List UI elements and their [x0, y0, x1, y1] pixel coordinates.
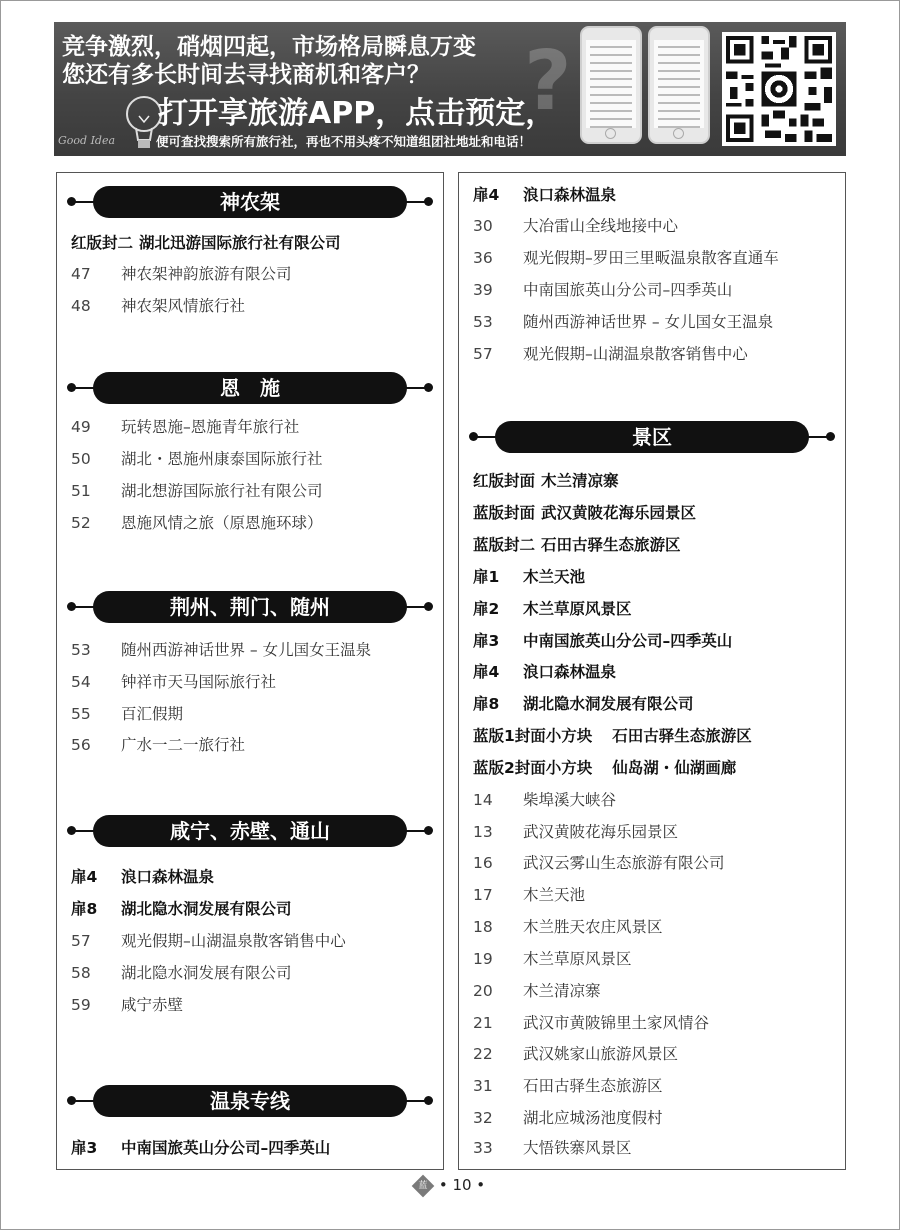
list-item[interactable]: 19 木兰草原风景区	[473, 950, 632, 968]
list-item[interactable]: 蓝版2封面小方块 仙岛湖・仙湖画廊	[473, 759, 737, 777]
section-title: 神农架	[93, 186, 407, 218]
section-header-xianning	[57, 815, 443, 847]
banner-subline: 便可查找搜索所有旅行社，再也不用头疼不知道组团社地址和电话！	[156, 134, 532, 149]
section-header-jingzhou	[57, 591, 443, 623]
list-item[interactable]: 扉8 湖北隐水洞发展有限公司	[71, 900, 292, 918]
phone-mockup-1	[580, 26, 642, 144]
question-mark-graphic: ?	[524, 34, 572, 129]
list-item[interactable]: 20 木兰清凉寨	[473, 982, 601, 1000]
list-item[interactable]: 56 广水一二一旅行社	[71, 736, 246, 754]
list-item[interactable]: 51 湖北想游国际旅行社有限公司	[71, 482, 323, 500]
list-item[interactable]: 16 武汉云雾山生态旅游有限公司	[473, 854, 725, 872]
list-item[interactable]: 扉1 木兰天池	[473, 568, 586, 586]
list-item[interactable]: 33 大悟铁寨风景区	[473, 1139, 632, 1157]
list-item[interactable]: 39 中南国旅英山分公司–四季英山	[473, 281, 733, 299]
good-idea-caption: Good Idea	[58, 134, 116, 147]
list-item[interactable]: 49 玩转恩施–恩施青年旅行社	[71, 418, 300, 436]
list-item[interactable]: 扉8 湖北隐水洞发展有限公司	[473, 695, 694, 713]
section-title: 景区	[495, 421, 809, 453]
list-item[interactable]: 17 木兰天池	[473, 886, 586, 904]
section-title: 温泉专线	[93, 1085, 407, 1117]
list-item[interactable]: 58 湖北隐水洞发展有限公司	[71, 964, 292, 982]
section-title: 荆州、荆门、随州	[93, 591, 407, 623]
banner-headline-1: 竞争激烈，硝烟四起，市场格局瞬息万变	[62, 34, 476, 60]
list-item[interactable]: 52 恩施风情之旅（原恩施环球）	[71, 514, 323, 532]
page-number: • 10 •	[438, 1176, 486, 1194]
section-title: 恩 施	[93, 372, 407, 404]
banner-headline-2: 您还有多长时间去寻找商机和客户？	[62, 62, 430, 88]
right-column	[458, 172, 846, 1170]
list-item[interactable]: 蓝版1封面小方块 石田古驿生态旅游区	[473, 727, 752, 745]
list-item[interactable]: 57 观光假期–山湖温泉散客销售中心	[473, 345, 748, 363]
list-item[interactable]: 红版封面 木兰清凉寨	[473, 472, 619, 490]
phone-mockup-2	[648, 26, 710, 144]
list-item[interactable]: 蓝版封面 武汉黄陂花海乐园景区	[473, 504, 697, 522]
list-item[interactable]: 30 大冶雷山全线地接中心	[473, 217, 679, 235]
list-item[interactable]: 扉2 木兰草原风景区	[473, 600, 632, 618]
section-header-enshi	[57, 372, 443, 404]
section-header-scenic	[459, 421, 845, 453]
app-promo-banner[interactable]	[54, 22, 846, 156]
list-item[interactable]: 50 湖北・恩施州康泰国际旅行社	[71, 450, 323, 468]
edition-badge-icon: 蓝	[412, 1174, 435, 1197]
list-item[interactable]: 18 木兰胜天农庄风景区	[473, 918, 663, 936]
list-item[interactable]: 扉4 浪口森林温泉	[473, 186, 617, 204]
list-item[interactable]: 22 武汉姚家山旅游风景区	[473, 1045, 679, 1063]
list-item[interactable]: 54 钟祥市天马国际旅行社	[71, 673, 277, 691]
list-item[interactable]: 31 石田古驿生态旅游区	[473, 1077, 663, 1095]
list-item[interactable]: 扉3 中南国旅英山分公司–四季英山	[71, 1139, 331, 1157]
page-footer	[0, 1176, 900, 1194]
list-item[interactable]: 扉4 浪口森林温泉	[473, 663, 617, 681]
list-item[interactable]: 53 随州西游神话世界 – 女儿国女王温泉	[473, 313, 774, 331]
list-item[interactable]: 21 武汉市黄陂锦里土家风情谷	[473, 1014, 710, 1032]
list-item[interactable]: 36 观光假期–罗田三里畈温泉散客直通车	[473, 249, 779, 267]
list-item[interactable]: 48 神农架风情旅行社	[71, 297, 246, 315]
list-item[interactable]: 蓝版封二 石田古驿生态旅游区	[473, 536, 681, 554]
list-item[interactable]: 13 武汉黄陂花海乐园景区	[473, 823, 679, 841]
list-item[interactable]: 53 随州西游神话世界 – 女儿国女王温泉	[71, 641, 372, 659]
left-column	[56, 172, 444, 1170]
list-item[interactable]: 55 百汇假期	[71, 705, 184, 723]
section-header-shennongjia	[57, 186, 443, 218]
banner-headline-3: 打开享旅游APP，点击预定，	[158, 96, 556, 131]
qr-code-icon[interactable]	[722, 32, 836, 146]
section-title: 咸宁、赤壁、通山	[93, 815, 407, 847]
list-item[interactable]: 57 观光假期–山湖温泉散客销售中心	[71, 932, 346, 950]
list-item[interactable]: 扉4 浪口森林温泉	[71, 868, 215, 886]
list-item[interactable]: 32 湖北应城汤池度假村	[473, 1109, 663, 1127]
section-header-hotspring	[57, 1085, 443, 1117]
list-item[interactable]: 47 神农架神韵旅游有限公司	[71, 265, 292, 283]
list-item[interactable]: 14 柴埠溪大峡谷	[473, 791, 617, 809]
list-item[interactable]: 红版封二 湖北迅游国际旅行社有限公司	[71, 234, 341, 252]
list-item[interactable]: 59 咸宁赤壁	[71, 996, 184, 1014]
list-item[interactable]: 扉3 中南国旅英山分公司–四季英山	[473, 632, 733, 650]
